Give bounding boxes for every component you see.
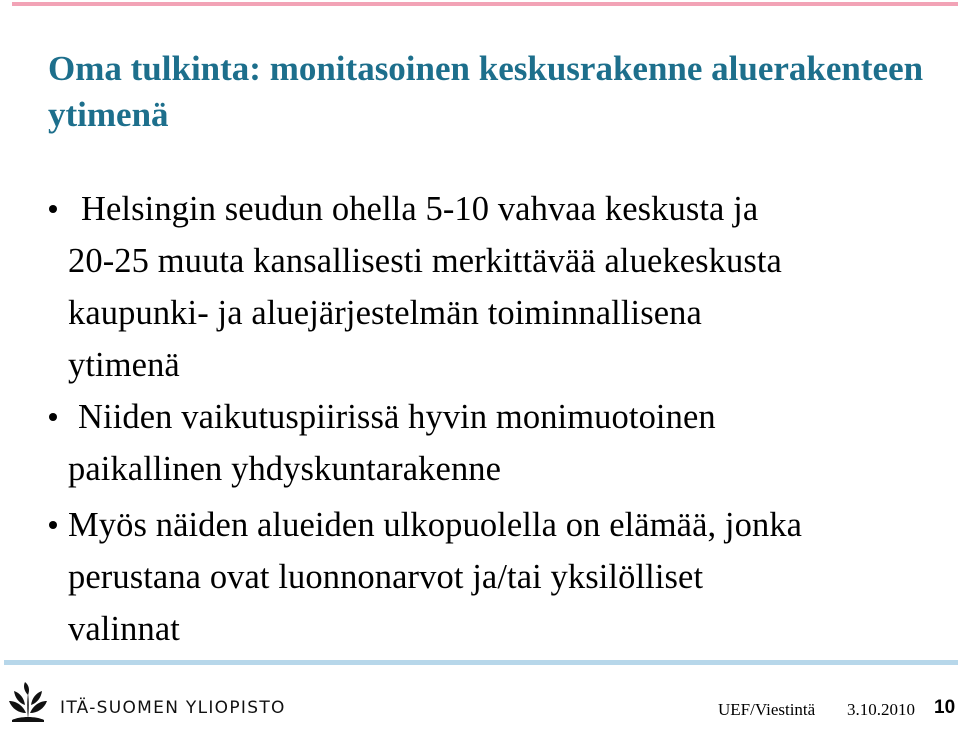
footer-date: 3.10.2010 — [847, 700, 915, 719]
bullet-dot-icon — [49, 521, 57, 529]
bullet-line: ytimenä — [68, 346, 180, 384]
bullet-line: Helsingin seudun ohella 5-10 vahvaa keskusta ja — [81, 190, 759, 228]
footer-department: UEF/Viestintä — [718, 700, 816, 719]
bullet-line: 20-25 muuta kansallisesti merkittävää aluekeskusta — [68, 242, 782, 280]
uef-leaf-logo-icon — [6, 679, 50, 723]
bullet-line: paikallinen yhdyskuntarakenne — [68, 450, 502, 488]
bullet-line: Niiden vaikutuspiirissä hyvin monimuotoinen — [78, 398, 716, 436]
bullet-dot-icon — [49, 413, 57, 421]
bullet-item — [0, 183, 960, 391]
bullet-line: kaupunki- ja aluejärjestelmän toiminnallisena — [68, 294, 702, 332]
bullet-item — [0, 391, 960, 499]
bullet-list — [0, 183, 960, 655]
bottom-divider — [4, 660, 958, 665]
bullet-line: perustana ovat luonnonarvot ja/tai yksilölliset — [68, 558, 704, 596]
bullet-line: Myös näiden alueiden ulkopuolella on elämää, jonka — [68, 506, 803, 544]
top-divider — [12, 2, 958, 6]
page-number: 10 — [934, 697, 956, 718]
bullet-line: valinnat — [68, 610, 180, 648]
slide-title: Oma tulkinta: monitasoinen keskusrakenne aluerakenteen ytimenä — [48, 49, 924, 134]
bullet-dot-icon — [49, 205, 57, 213]
university-name: ITÄ-SUOMEN YLIOPISTO — [60, 698, 286, 718]
bullet-item — [0, 499, 960, 655]
